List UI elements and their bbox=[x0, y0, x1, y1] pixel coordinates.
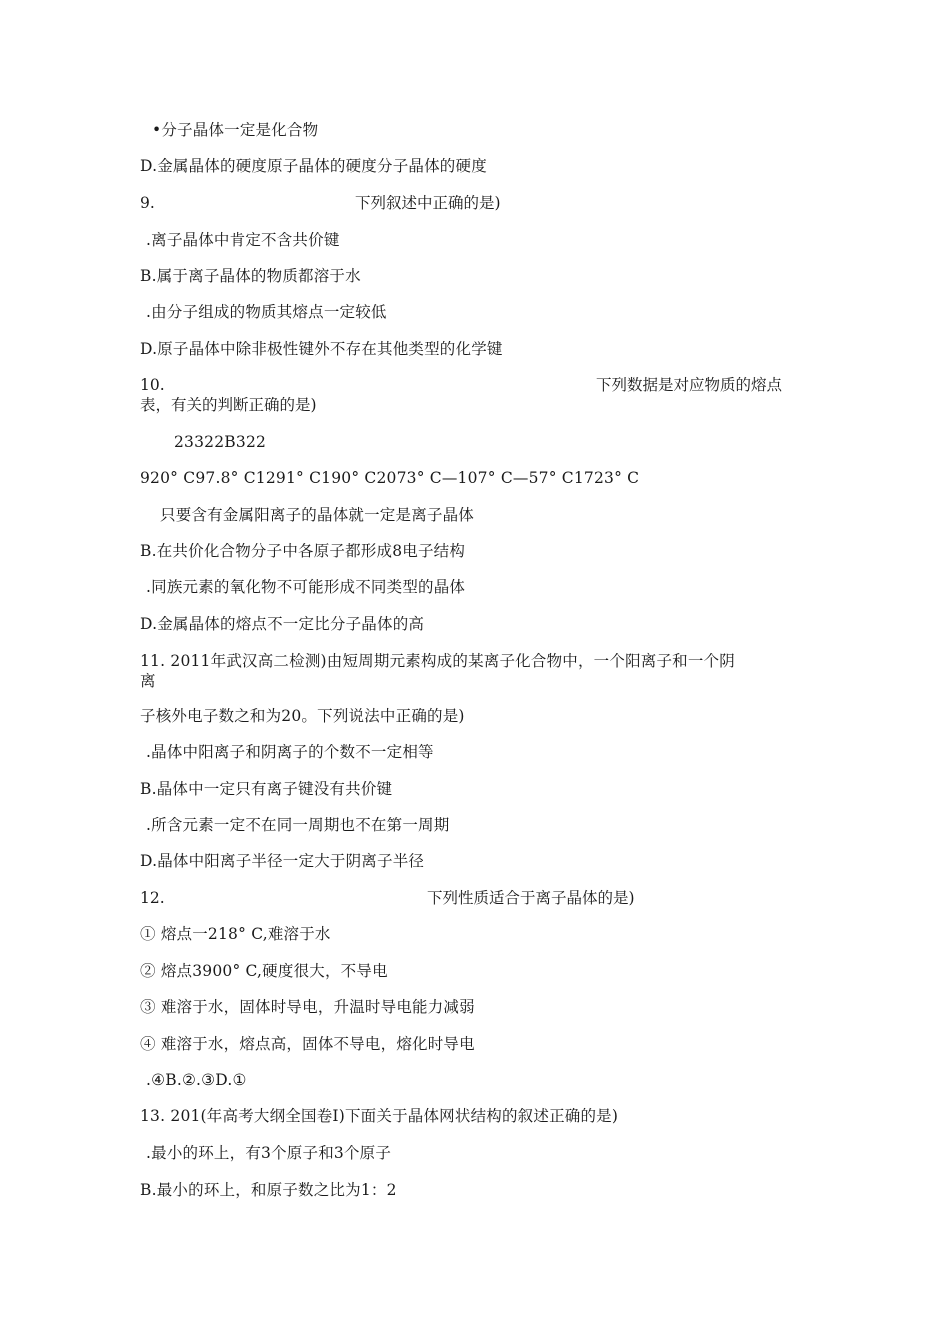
option-d-line: D.金属晶体的硬度原子晶体的硬度分子晶体的硬度 bbox=[140, 157, 487, 175]
property-4: ④ 难溶于水，熔点高，固体不导电，熔化时导电 bbox=[140, 1035, 475, 1053]
question-10-continuation: 表，有关的判断正确的是) bbox=[140, 396, 317, 414]
question-9-header bbox=[140, 193, 810, 213]
property-1: ① 熔点一218° C,难溶于水 bbox=[140, 925, 331, 943]
question-11-text: 子核外电子数之和为20。下列说法中正确的是) bbox=[140, 707, 465, 725]
q10-option-a: 只要含有金属阳离子的晶体就一定是离子晶体 bbox=[160, 506, 475, 524]
question-13-header: 13. 201(年高考大纲全国卷I)下面关于晶体网状结构的叙述正确的是) bbox=[140, 1107, 619, 1125]
q11-option-b: B.晶体中一定只有离子键没有共价键 bbox=[140, 780, 393, 798]
q9-option-a: .离子晶体中肯定不含共价键 bbox=[146, 231, 340, 249]
question-12-number: 12. bbox=[140, 889, 165, 907]
question-11-continuation: 离 bbox=[140, 672, 156, 690]
question-12-header bbox=[140, 888, 810, 908]
q10-option-d: D.金属晶体的熔点不一定比分子晶体的高 bbox=[140, 615, 425, 633]
q10-option-b: B.在共价化合物分子中各原子都形成8电子结构 bbox=[140, 542, 466, 560]
property-3: ③ 难溶于水，固体时导电，升温时导电能力减弱 bbox=[140, 998, 475, 1016]
option-c-line: •分子晶体一定是化合物 bbox=[152, 121, 319, 139]
formula-row: 23322B322 bbox=[174, 433, 267, 451]
q9-option-b: B.属于离子晶体的物质都溶于水 bbox=[140, 267, 361, 285]
question-9-text: 下列叙述中正确的是) bbox=[355, 194, 501, 212]
q9-option-d: D.原子晶体中除非极性键外不存在其他类型的化学键 bbox=[140, 340, 503, 358]
question-11-header: 11. 2011年武汉高二检测)由短周期元素构成的某离子化合物中，一个阳离子和一个阴 bbox=[140, 652, 735, 670]
q12-options: .④B.②.③D.① bbox=[146, 1071, 247, 1089]
q11-option-c: .所含元素一定不在同一周期也不在第一周期 bbox=[146, 816, 450, 834]
question-12-text: 下列性质适合于离子晶体的是) bbox=[427, 889, 635, 907]
property-2: ② 熔点3900° C,硬度很大，不导电 bbox=[140, 962, 388, 980]
question-9-number: 9. bbox=[140, 194, 155, 212]
q10-option-c: .同族元素的氧化物不可能形成不同类型的晶体 bbox=[146, 578, 466, 596]
q11-option-d: D.晶体中阳离子半径一定大于阴离子半径 bbox=[140, 852, 425, 870]
question-10-number: 10. bbox=[140, 376, 165, 394]
q13-option-a: .最小的环上，有3个原子和3个原子 bbox=[146, 1144, 392, 1162]
q9-option-c: .由分子组成的物质其熔点一定较低 bbox=[146, 303, 387, 321]
melting-point-row: 920° C97.8° C1291° C190° C2073° C—107° C—57° C1723° C bbox=[140, 469, 640, 487]
q11-option-a: .晶体中阳离子和阴离子的个数不一定相等 bbox=[146, 743, 434, 761]
question-10-text: 下列数据是对应物质的熔点 bbox=[596, 376, 783, 394]
q13-option-b: B.最小的环上，和原子数之比为1：2 bbox=[140, 1181, 397, 1199]
